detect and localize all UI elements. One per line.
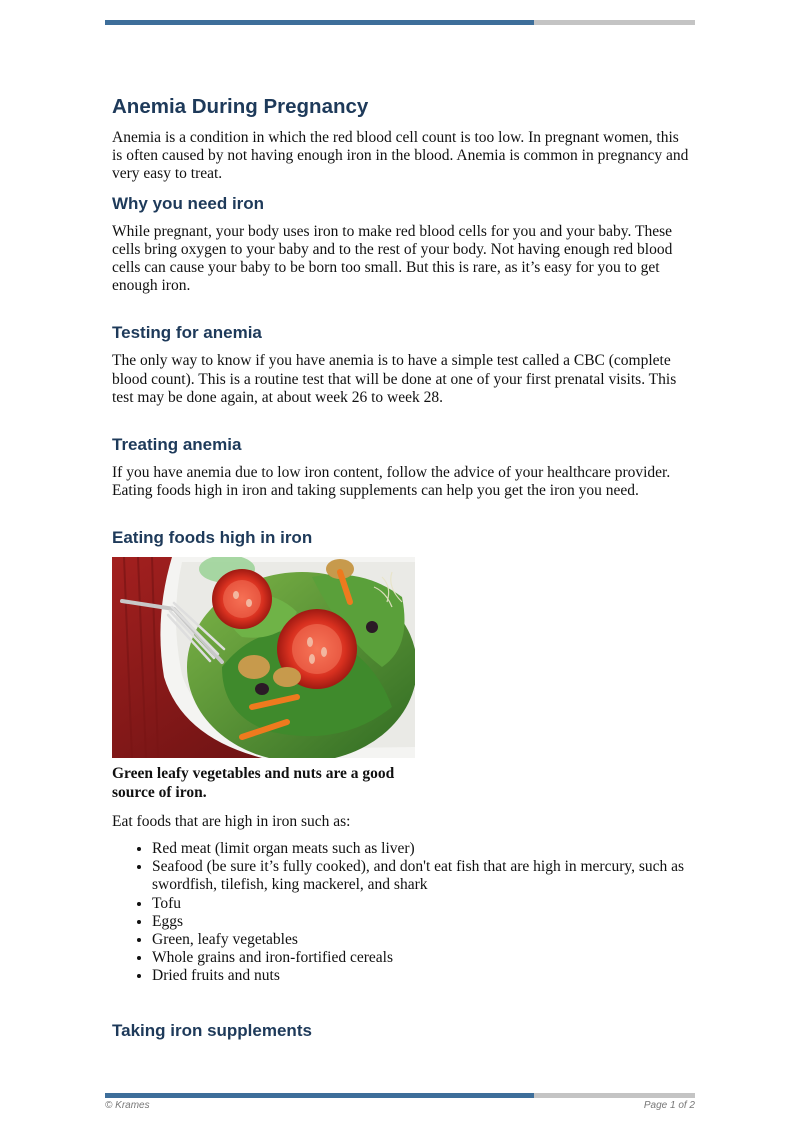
section-body: While pregnant, your body uses iron to make red blood cells for you and your baby. These cells bring oxygen to your baby and to the rest of your body. Not having enough red blood cells can cause your baby to be born too small. But this is rare, as it’s easy for you to get enough iron. [112, 222, 673, 295]
section-heading: Why you need iron [112, 193, 265, 213]
section-body: If you have anemia due to low iron content, follow the advice of your healthcare provider. Eating foods high in iron and taking supplements can help you get the iron you need. [112, 464, 671, 500]
section-heading: Taking iron supplements [112, 1020, 312, 1040]
list-item: • Red meat (limit organ meats such as liver) [152, 840, 692, 858]
salad-photo [112, 557, 415, 758]
food-list-intro: Eat foods that are high in iron such as: [112, 812, 351, 830]
section-heading: Testing for anemia [112, 323, 262, 343]
page-title: Anemia During Pregnancy [112, 95, 369, 118]
section-eating [112, 527, 692, 985]
section-why-iron [112, 193, 692, 296]
bottom-progress-bar [105, 1093, 695, 1098]
iron-foods-list [112, 840, 692, 986]
section-treating [112, 434, 692, 500]
list-item: • Seafood (be sure it’s fully cooked), and don't eat fish that are high in mercury, such as swordfish, tilefish, king mackerel, and shark [152, 858, 692, 894]
top-progress-bar [105, 20, 695, 25]
section-body: The only way to know if you have anemia is to have a simple test called a CBC (complete blood count). This is a routine test that will be done at one of your first prenatal visits. This test may be done again, at about week 26 to week 28. [112, 352, 677, 406]
bottom-bar-primary [105, 1093, 534, 1098]
list-item: • Green, leafy vegetables [152, 931, 692, 949]
top-bar-secondary [534, 20, 695, 25]
intro-paragraph: Anemia is a condition in which the red blood cell count is too low. In pregnant women, this is often caused by not having enough iron in the blood. Anemia is common in pregnancy and very easy to treat. [112, 129, 689, 183]
page-number: Page 1 of 2 [643, 1100, 695, 1111]
section-heading: Treating anemia [112, 435, 242, 455]
document-body [112, 94, 692, 1050]
section-heading: Eating foods high in iron [112, 528, 313, 548]
list-item: • Whole grains and iron-fortified cereals [152, 949, 692, 967]
bottom-bar-secondary [534, 1093, 695, 1098]
section-testing [112, 322, 692, 407]
top-bar-primary [105, 20, 534, 25]
list-item: • Eggs [152, 913, 692, 931]
list-item: • Dried fruits and nuts [152, 967, 692, 985]
list-item: • Tofu [152, 895, 692, 913]
photo-caption: Green leafy vegetables and nuts are a good source of iron. [112, 765, 395, 801]
copyright-text: © Krames [105, 1100, 150, 1111]
section-supplements [112, 1020, 692, 1042]
page-footer [105, 1100, 695, 1111]
